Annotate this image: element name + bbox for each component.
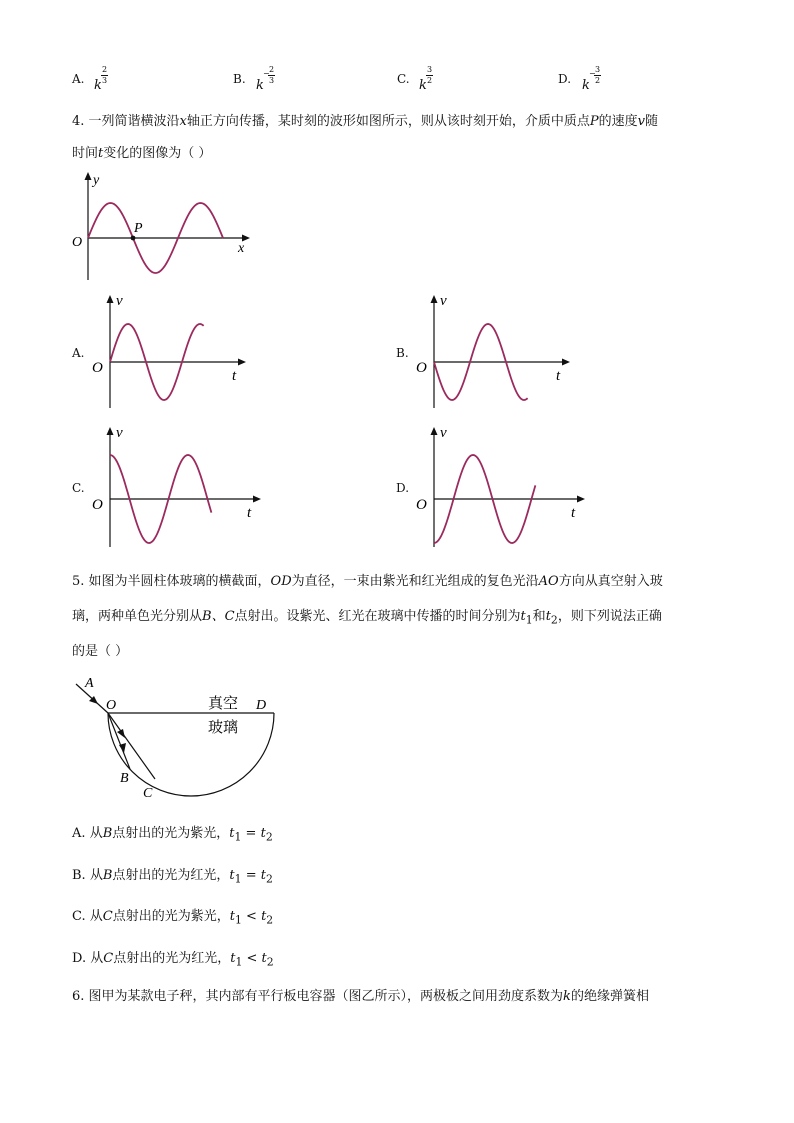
origin-label: O [92,497,103,513]
q5-question-line2: 璃，两种单色光分别从B、C点射出。设紫光、红光在玻璃中传播的时间分别为$t_1$和$t_2$，则下列说法正确 [72,609,662,627]
t-label: t [571,505,576,521]
v-axis-arrow [107,295,114,303]
vacuum-label: 真空 [208,696,239,712]
q3-option-a-base: k [94,78,102,93]
q4-option-c[interactable]: C. [72,481,85,495]
q5-glass-figure [68,670,288,802]
origin-label: O [416,360,427,376]
q5-option-c[interactable]: C. 从C点射出的光为紫光，$t_1 < t_2$ [72,909,274,927]
v-axis-arrow [107,427,114,435]
q4-graph-d [412,422,592,550]
q3-option-b[interactable]: B. [233,72,246,86]
q3-option-d-exponent: 3 2 [594,65,601,85]
q3-option-d-sign: − [589,69,596,78]
q4-wave-figure [68,168,268,288]
q5-option-b[interactable]: B. 从B点射出的光为红光，$t_1 = t_2$ [72,868,273,886]
origin-label: O [92,360,103,376]
q3-option-c[interactable]: C. [397,72,410,86]
exp-den: 3 [101,76,108,85]
q3-option-a-exponent [101,66,108,85]
q4-graph-c [88,422,268,550]
ray-oc-arrow [117,729,125,738]
q3-option-d[interactable]: D. [558,72,572,86]
point-c-label: C [143,786,153,801]
v-label: v [440,425,447,441]
q4-option-a[interactable]: A. [72,346,85,360]
y-axis-arrow [85,172,92,180]
ray-ob [108,713,130,769]
point-o-label: O [106,698,117,713]
q3-option-b-sign: − [263,69,270,78]
q3-option-c-base: k [419,78,427,93]
t-axis-arrow [253,496,261,503]
q3-option-c-exponent: 3 2 [426,65,433,85]
v-axis-arrow [431,295,438,303]
t-label: t [247,505,252,521]
exp-num: 2 [101,65,108,74]
q4-question-line1: 4. 一列简谐横波沿x轴正方向传播，某时刻的波形如图所示，则从该时刻开始，介质中质点P的速度v随 [72,114,659,129]
t-axis-arrow [577,496,585,503]
q3-option-b-exponent: 2 3 [268,65,275,85]
q4-question-line2: 时间t变化的图像为（ ） [72,146,212,161]
glass-label: 玻璃 [208,720,239,736]
v-axis-arrow [431,427,438,435]
q3-option-a[interactable]: A. [72,72,85,86]
point-p-dot [131,236,136,241]
wave-origin-label: O [72,235,83,250]
v-label: v [116,425,123,441]
q6-question-line1: 6. 图甲为某款电子秤，其内部有平行板电容器（图乙所示），两极板之间用劲度系数为k的绝缘弹簧相 [72,989,649,1004]
q4-option-b[interactable]: B. [396,346,409,360]
semicircle-arc [108,713,274,796]
q5-option-d[interactable]: D. 从C点射出的光为红光，$t_1 < t_2$ [72,951,274,969]
q4-option-d[interactable]: D. [396,481,410,495]
q5-question-line1: 5. 如图为半圆柱体玻璃的横截面，OD为直径，一束由紫光和红光组成的复色光沿AO方向从真空射入玻 [72,574,663,589]
q5-question-line3: 的是（ ） [72,644,129,659]
v-label: v [440,293,447,309]
t-label: t [232,368,237,384]
t-axis-arrow [562,359,570,366]
q3-option-d-base: k [582,78,590,93]
wave-y-label: y [93,173,100,188]
q4-graph-a [88,290,258,412]
wave-x-label: x [238,241,245,256]
t-label: t [556,368,561,384]
t-axis-arrow [238,359,246,366]
point-b-label: B [120,771,129,786]
q5-option-a[interactable]: A. 从B点射出的光为紫光，$t_1 = t_2$ [72,826,273,844]
q3-option-b-base: k [256,78,264,93]
v-label: v [116,293,123,309]
q4-graph-b [412,290,582,412]
point-a-label: A [85,676,94,691]
point-d-label: D [256,698,267,713]
wave-p-label: P [134,221,143,236]
origin-label: O [416,497,427,513]
